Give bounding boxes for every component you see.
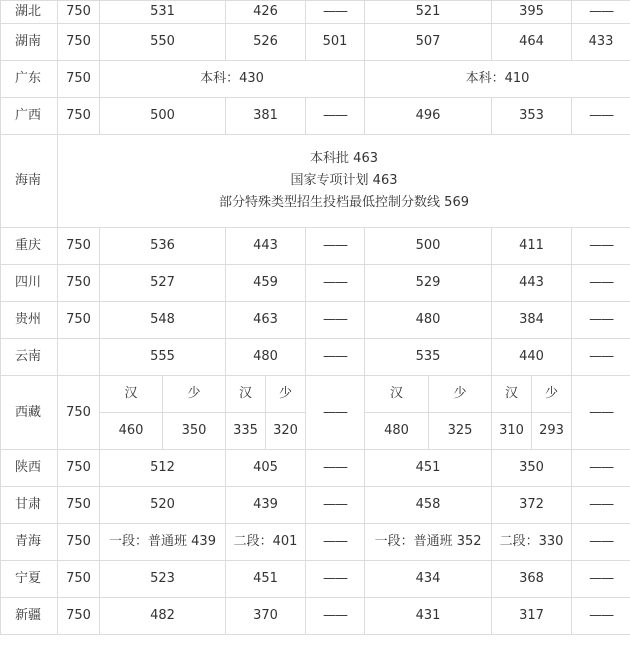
- province-cell: 湖南: [1, 24, 58, 61]
- score-cell: 464: [492, 24, 572, 61]
- score-cell: 二段：401: [226, 524, 306, 561]
- group-header-cell: 少: [163, 376, 226, 413]
- score-cell: 463: [226, 302, 306, 339]
- score-cell: 一段：普通班 439: [100, 524, 226, 561]
- full-score-cell: 750: [58, 265, 100, 302]
- score-cell: 451: [365, 450, 492, 487]
- score-cell: ——: [572, 376, 630, 450]
- note-line: 部分特殊类型招生投档最低控制分数线 569: [219, 195, 469, 210]
- province-cell: 湖北: [1, 1, 58, 24]
- full-score-cell: 750: [58, 561, 100, 598]
- score-cell: ——: [306, 98, 365, 135]
- province-cell: 陕西: [1, 450, 58, 487]
- score-cell: 480: [365, 413, 429, 450]
- province-cell: 云南: [1, 339, 58, 376]
- table-row: [1, 450, 630, 487]
- province-cell: 贵州: [1, 302, 58, 339]
- score-cell: ——: [572, 450, 630, 487]
- score-cell: ——: [306, 524, 365, 561]
- score-cell: 496: [365, 98, 492, 135]
- province-cell: 广西: [1, 98, 58, 135]
- score-cell: 443: [226, 228, 306, 265]
- score-cell: 320: [266, 413, 306, 450]
- score-cell: ——: [306, 376, 365, 450]
- full-score-cell: 750: [58, 598, 100, 635]
- score-cell: 370: [226, 598, 306, 635]
- score-cell: ——: [572, 228, 630, 265]
- score-cell: 368: [492, 561, 572, 598]
- score-cell: 482: [100, 598, 226, 635]
- group-header-cell: 汉: [100, 376, 163, 413]
- score-cell: ——: [572, 524, 630, 561]
- full-score-cell: 750: [58, 302, 100, 339]
- score-cell: 520: [100, 487, 226, 524]
- score-cell: 526: [226, 24, 306, 61]
- score-cell: ——: [572, 339, 630, 376]
- score-cell: 293: [532, 413, 572, 450]
- province-cell: 西藏: [1, 376, 58, 450]
- table-row: [1, 302, 630, 339]
- full-score-cell: 750: [58, 376, 100, 450]
- score-cell: ——: [306, 450, 365, 487]
- score-cell: 384: [492, 302, 572, 339]
- note-line: 本科批 463: [310, 151, 378, 166]
- group-header-cell: 汉: [365, 376, 429, 413]
- score-cell: ——: [572, 598, 630, 635]
- score-cell: 500: [365, 228, 492, 265]
- score-cell: ——: [306, 228, 365, 265]
- full-score-cell: 750: [58, 524, 100, 561]
- score-cell: 381: [226, 98, 306, 135]
- score-cell: ——: [572, 487, 630, 524]
- score-cell: 536: [100, 228, 226, 265]
- full-score-cell: 750: [58, 450, 100, 487]
- full-score-cell: 750: [58, 1, 100, 24]
- province-cell: 四川: [1, 265, 58, 302]
- province-cell: 甘肃: [1, 487, 58, 524]
- score-cell: 440: [492, 339, 572, 376]
- note-line: 国家专项计划 463: [290, 173, 398, 188]
- table-row: [1, 339, 630, 376]
- score-cell: 451: [226, 561, 306, 598]
- score-cell: ——: [306, 598, 365, 635]
- group-header-cell: 汉: [226, 376, 266, 413]
- score-cell: 548: [100, 302, 226, 339]
- full-score-cell: [58, 339, 100, 376]
- score-cell: ——: [306, 339, 365, 376]
- score-cell: 531: [100, 1, 226, 24]
- score-cell: ——: [572, 302, 630, 339]
- score-cell: 460: [100, 413, 163, 450]
- full-score-cell: 750: [58, 24, 100, 61]
- table-row: [1, 265, 630, 302]
- score-cell: 426: [226, 1, 306, 24]
- province-cell: 新疆: [1, 598, 58, 635]
- notes-cell: [58, 135, 630, 228]
- table-row: [1, 61, 630, 98]
- score-cell: 507: [365, 24, 492, 61]
- score-cell: 310: [492, 413, 532, 450]
- score-cell: 459: [226, 265, 306, 302]
- score-cell: 535: [365, 339, 492, 376]
- score-cell: 317: [492, 598, 572, 635]
- province-cell: 宁夏: [1, 561, 58, 598]
- score-cell: 431: [365, 598, 492, 635]
- score-cell: 501: [306, 24, 365, 61]
- full-score-cell: 750: [58, 98, 100, 135]
- group-header-cell: 少: [532, 376, 572, 413]
- score-cell: ——: [572, 1, 630, 24]
- table-row: [1, 524, 630, 561]
- score-cell: 395: [492, 1, 572, 24]
- table-row: [1, 598, 630, 635]
- score-cell: 480: [226, 339, 306, 376]
- score-cell: 一段：普通班 352: [365, 524, 492, 561]
- score-cell: 529: [365, 265, 492, 302]
- score-cell: ——: [572, 98, 630, 135]
- table-row: [1, 487, 630, 524]
- score-cell: ——: [572, 265, 630, 302]
- score-cell: 439: [226, 487, 306, 524]
- table-row: [1, 98, 630, 135]
- score-cell: 二段：330: [492, 524, 572, 561]
- score-cell: 350: [163, 413, 226, 450]
- table-row: [1, 561, 630, 598]
- table-row: [1, 135, 630, 228]
- score-cell: ——: [572, 561, 630, 598]
- score-cell: 550: [100, 24, 226, 61]
- score-cell: ——: [306, 1, 365, 24]
- full-score-cell: 750: [58, 487, 100, 524]
- score-cell: 350: [492, 450, 572, 487]
- group-header-cell: 少: [266, 376, 306, 413]
- score-cell: ——: [306, 561, 365, 598]
- province-cell: 青海: [1, 524, 58, 561]
- table-row: [1, 228, 630, 265]
- score-cell: 512: [100, 450, 226, 487]
- score-cell: 325: [429, 413, 492, 450]
- score-cell: ——: [306, 302, 365, 339]
- table-row: [1, 24, 630, 61]
- merged-score-cell: 本科：430: [100, 61, 365, 98]
- score-cell: 480: [365, 302, 492, 339]
- score-cell: 521: [365, 1, 492, 24]
- province-cell: 广东: [1, 61, 58, 98]
- score-cell: 527: [100, 265, 226, 302]
- score-cell: 405: [226, 450, 306, 487]
- table-row: [1, 376, 630, 413]
- score-cell: 433: [572, 24, 630, 61]
- score-cell: 555: [100, 339, 226, 376]
- full-score-cell: 750: [58, 228, 100, 265]
- score-cell: 500: [100, 98, 226, 135]
- table-row: [1, 1, 630, 24]
- group-header-cell: 汉: [492, 376, 532, 413]
- full-score-cell: 750: [58, 61, 100, 98]
- score-cell: 353: [492, 98, 572, 135]
- province-cell: 重庆: [1, 228, 58, 265]
- merged-score-cell: 本科：410: [365, 61, 630, 98]
- score-cell: 458: [365, 487, 492, 524]
- score-cell: ——: [306, 265, 365, 302]
- score-cell: 523: [100, 561, 226, 598]
- group-header-cell: 少: [429, 376, 492, 413]
- score-cell: 443: [492, 265, 572, 302]
- score-cell: 411: [492, 228, 572, 265]
- score-cell: 372: [492, 487, 572, 524]
- score-cell: 335: [226, 413, 266, 450]
- score-cell: 434: [365, 561, 492, 598]
- score-cell: ——: [306, 487, 365, 524]
- province-cell: 海南: [1, 135, 58, 228]
